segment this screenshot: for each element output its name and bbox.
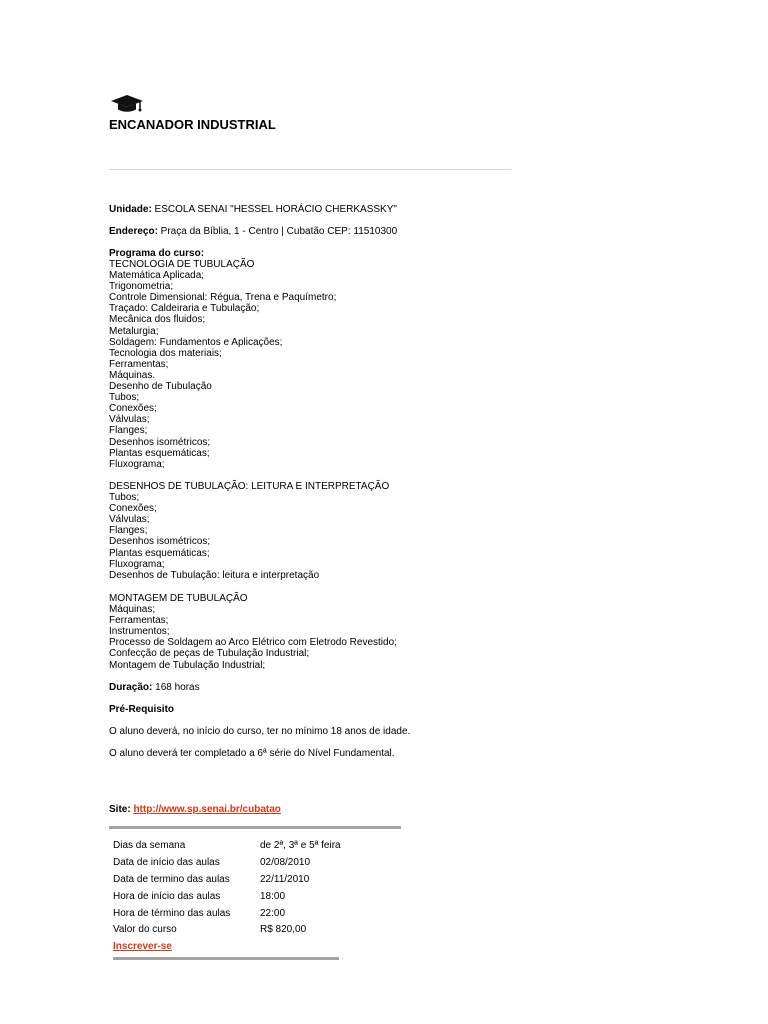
program-item: Ferramentas; xyxy=(109,615,169,627)
program-item: Válvulas; xyxy=(109,514,150,526)
program-item: Máquinas. xyxy=(109,369,156,381)
schedule-value: de 2ª, 3ª e 5ª feira xyxy=(260,840,341,851)
program-item: Conexões; xyxy=(109,503,157,515)
program-item: Conexões; xyxy=(109,403,157,415)
program-item: Flanges; xyxy=(109,425,148,437)
program-item: Instrumentos; xyxy=(109,626,170,638)
program-item: Processo de Soldagem ao Arco Elétrico com Eletrodo Revestido; xyxy=(109,637,397,649)
program-item: Montagem de Tubulação Industrial; xyxy=(109,659,266,671)
program-item: Tubos; xyxy=(109,492,140,504)
schedule-value: R$ 820,00 xyxy=(260,924,307,935)
prereq-age: O aluno deverá, no início do curso, ter no mínimo 18 anos de idade. xyxy=(109,726,411,737)
prereq-label: Pré-Requisito xyxy=(109,704,175,715)
program-item: Tecnologia dos materiais; xyxy=(109,347,222,359)
duration-value: 168 horas xyxy=(152,682,200,693)
program-item: Plantas esquemáticas; xyxy=(109,547,210,559)
duration-line xyxy=(109,682,200,693)
program-item: Flanges; xyxy=(109,525,148,537)
program-item: Fluxograma; xyxy=(109,558,165,570)
schedule-label: Hora de término das aulas xyxy=(113,908,231,919)
program-section-2 xyxy=(109,481,389,581)
site-label: Site: xyxy=(109,804,131,815)
program-section-3 xyxy=(109,593,397,671)
program-item: Desenho de Tubulação xyxy=(109,381,212,393)
program-item: Metalurgia; xyxy=(109,325,159,337)
program-item: Controle Dimensional: Régua, Trena e Paquímetro; xyxy=(109,292,337,304)
address-value: Praça da Bíblia, 1 - Centro | Cubatão CEP: 11510300 xyxy=(157,226,398,237)
schedule-label: Hora de início das aulas xyxy=(113,891,221,902)
program-item: Desenhos isométricos; xyxy=(109,536,211,548)
program-item: Confecção de peças de Tubulação Industrial; xyxy=(109,648,310,660)
site-link[interactable]: http://www.sp.senai.br/cubatao xyxy=(133,804,281,815)
program-section-1 xyxy=(109,259,336,470)
program-label: Programa do curso: xyxy=(109,248,205,259)
schedule-table xyxy=(113,838,413,948)
program-item: Tubos; xyxy=(109,392,140,404)
schedule-label: Dias da semana xyxy=(113,840,186,851)
page-title: ENCANADOR INDUSTRIAL xyxy=(109,117,276,132)
program-item: Ferramentas; xyxy=(109,358,169,370)
program-item: MONTAGEM DE TUBULAÇÃO xyxy=(109,593,248,604)
schedule-label: Data de início das aulas xyxy=(113,857,220,868)
program-item: Desenhos de Tubulação: leitura e interpretação xyxy=(109,569,320,581)
schedule-label: Data de termino das aulas xyxy=(113,874,230,885)
schedule-top-border xyxy=(109,826,401,829)
program-item: Soldagem: Fundamentos e Aplicações; xyxy=(109,336,283,348)
program-item: Desenhos isométricos; xyxy=(109,436,211,448)
duration-label: Duração: xyxy=(109,682,153,693)
program-item: Fluxograma; xyxy=(109,458,165,470)
program-item: Matemática Aplicada; xyxy=(109,270,205,282)
program-item: Máquinas; xyxy=(109,604,156,616)
program-item: Trigonometria; xyxy=(109,281,174,293)
site-line xyxy=(109,804,281,815)
unit-label: Unidade: xyxy=(109,204,152,215)
schedule-value: 02/08/2010 xyxy=(260,857,311,868)
enroll-link[interactable]: Inscrever-se xyxy=(113,941,172,952)
prereq-schooling: O aluno deverá ter completado a 6ª série do Nível Fundamental. xyxy=(109,748,395,759)
header-divider xyxy=(109,169,511,170)
program-item: Traçado: Caldeiraria e Tubulação; xyxy=(109,303,260,315)
schedule-bottom-border xyxy=(113,957,339,960)
schedule-value: 18:00 xyxy=(260,891,286,902)
address-line xyxy=(109,226,397,237)
program-item: TECNOLOGIA DE TUBULAÇÃO xyxy=(109,259,255,270)
address-label: Endereço: xyxy=(109,226,158,237)
unit-value: ESCOLA SENAI "HESSEL HORÁCIO CHERKASSKY" xyxy=(151,204,397,215)
program-item: Válvulas; xyxy=(109,414,150,426)
unit-line xyxy=(109,204,397,215)
schedule-value: 22/11/2010 xyxy=(260,874,310,885)
program-item: DESENHOS DE TUBULAÇÃO: LEITURA E INTERPRETAÇÃO xyxy=(109,481,390,492)
program-item: Mecânica dos fluidos; xyxy=(109,314,206,326)
schedule-value: 22:00 xyxy=(260,908,286,919)
graduation-cap-icon xyxy=(110,94,144,114)
schedule-label: Valor do curso xyxy=(113,924,177,935)
program-item: Plantas esquemáticas; xyxy=(109,447,210,459)
